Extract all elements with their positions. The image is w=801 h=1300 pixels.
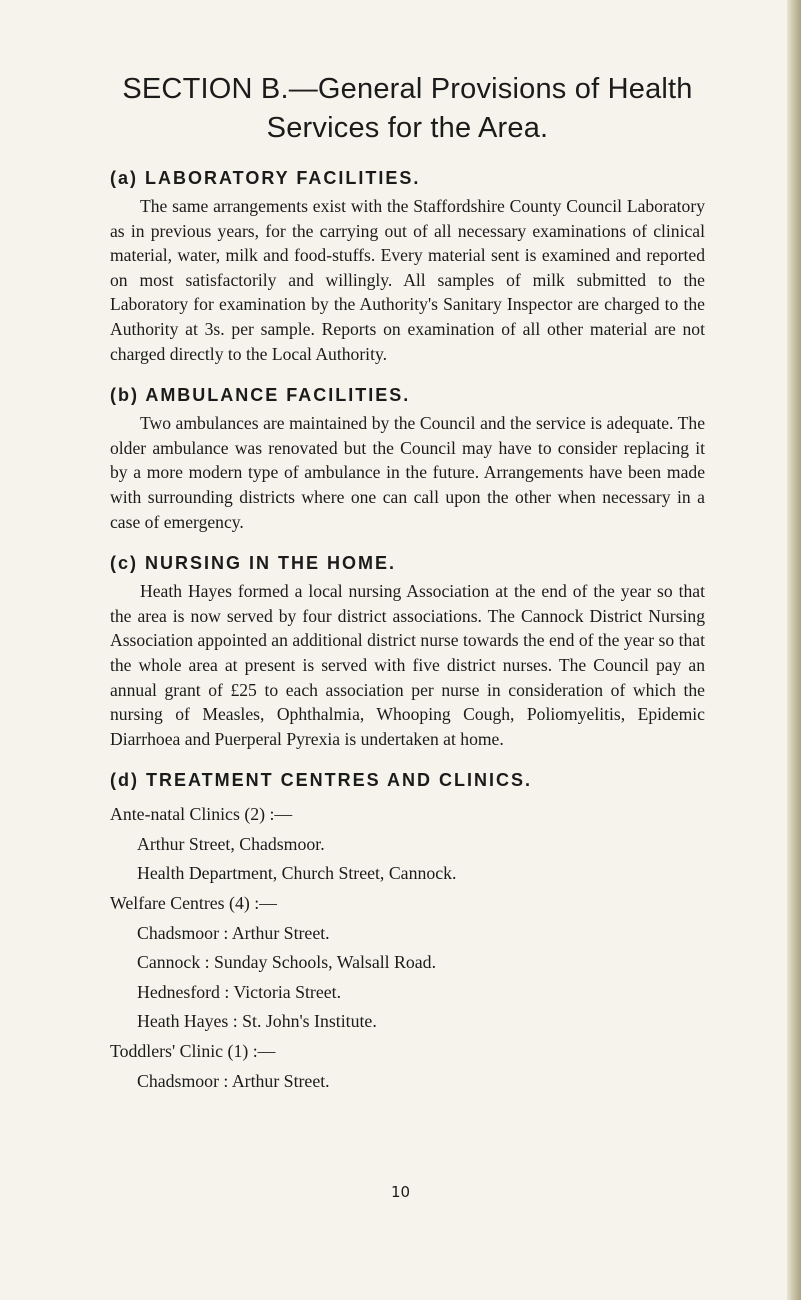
laboratory-facilities-section — [110, 166, 705, 366]
clinic-location: Chadsmoor : Arthur Street. — [137, 1070, 330, 1091]
section-title-line-2: Services for the Area. — [266, 112, 549, 144]
toddlers-clinic-label: Toddlers' Clinic (1) :— — [110, 1041, 276, 1062]
clinic-location: Heath Hayes : St. John's Institute. — [137, 1011, 377, 1032]
nursing-in-the-home-section — [110, 551, 705, 751]
treatment-centres-heading: (d) TREATMENT CENTRES AND CLINICS. — [110, 770, 532, 791]
antenatal-clinics-label: Ante-natal Clinics (2) :— — [110, 804, 293, 825]
ambulance-facilities-paragraph: Two ambulances are maintained by the Council and the service is adequate. The older ambulance was renovated but the Council may have to consider replacing it by a more modern type of ambulance in the future. Arrangements have been made with surrounding districts where one can call upon the other when necessary in a case of emergency. — [110, 413, 705, 532]
section-title — [110, 70, 705, 148]
welfare-centres-label: Welfare Centres (4) :— — [110, 893, 277, 914]
page-content — [110, 70, 705, 1096]
laboratory-facilities-paragraph: The same arrangements exist with the Staffordshire County Council Laboratory as in previous years, for the carrying out of all necessary examinations of clinical material, water, milk and food-stuffs. Every material sent is examined and reported on most satisfactorily and willingly. All samples of milk submitted to the Laboratory for examination by the Authority's Sanitary Inspector are charged to the Authority at 3s. per sample. Reports on examination of all other material are not charged directly to the Local Authority. — [110, 196, 705, 364]
page-edge-shadow — [787, 0, 801, 1300]
clinic-location: Hednesford : Victoria Street. — [137, 981, 342, 1002]
clinic-location: Chadsmoor : Arthur Street. — [137, 922, 330, 943]
clinic-location: Health Department, Church Street, Cannock. — [137, 863, 457, 884]
nursing-in-the-home-paragraph: Heath Hayes formed a local nursing Association at the end of the year so that the area is now served by four district associations. The Cannock District Nursing Association appointed an additional district nurse towards the end of the year so that the whole area at present is served with five district nurses. The Council pay an annual grant of £25 to each association per nurse in consideration of which the nursing of Measles, Ophthalmia, Whooping Cough, Poliomyelitis, Epidemic Diarrhoea and Puerperal Pyrexia is undertaken at home. — [110, 581, 705, 749]
section-title-line-1: SECTION B.—General Provisions of Health — [122, 73, 693, 105]
ambulance-facilities-section — [110, 383, 705, 534]
ambulance-facilities-heading: (b) AMBULANCE FACILITIES. — [110, 385, 411, 406]
page-number: 10 — [390, 1183, 411, 1201]
clinic-location: Cannock : Sunday Schools, Walsall Road. — [137, 952, 437, 973]
laboratory-facilities-heading: (a) LABORATORY FACILITIES. — [110, 168, 421, 188]
nursing-in-the-home-heading: (c) NURSING IN THE HOME. — [110, 553, 397, 574]
clinic-location: Arthur Street, Chadsmoor. — [137, 833, 325, 854]
clinic-list — [110, 800, 705, 1096]
treatment-centres-section — [110, 768, 705, 1096]
